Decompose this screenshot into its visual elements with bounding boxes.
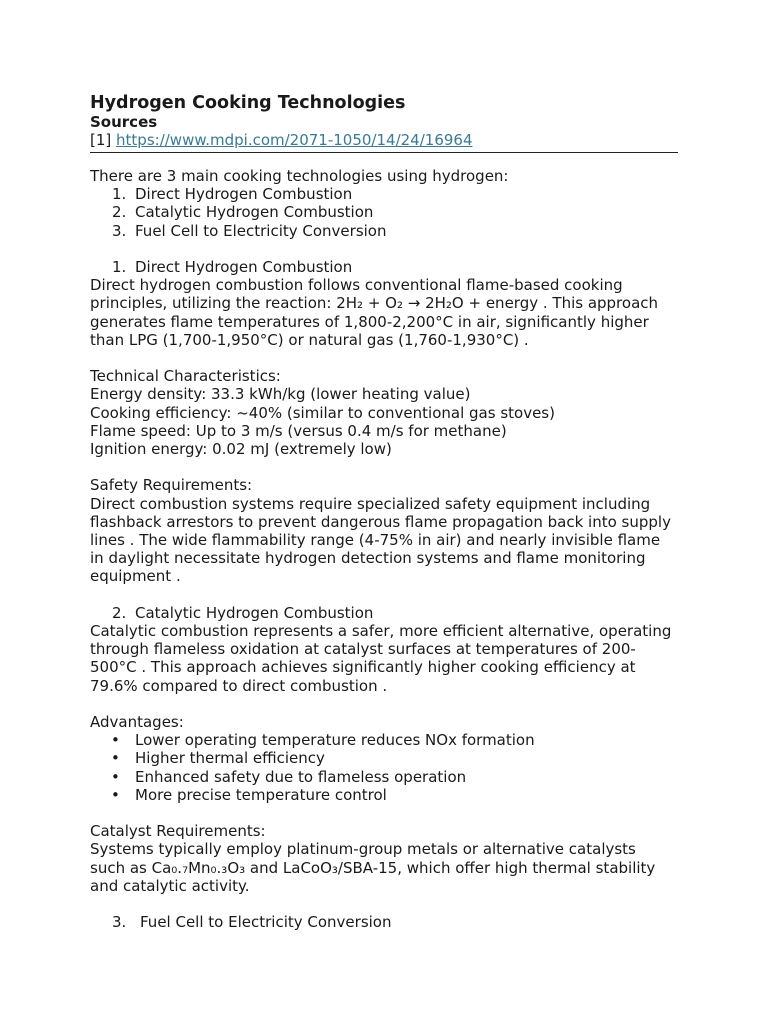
section-paragraph [90, 622, 680, 695]
list-item-label: Enhanced safety due to flameless operation [135, 767, 467, 786]
text-line: than LPG (1,700-1,950°C) or natural gas (1,760-1,930°C) . [90, 330, 529, 349]
text-line: 79.6% compared to direct combustion . [90, 676, 388, 695]
catalyst-paragraph [90, 840, 680, 895]
bullet-icon: • [111, 749, 120, 768]
section-heading-fuel-cell [90, 913, 680, 931]
source-entry [90, 131, 680, 149]
advantages-list [90, 731, 680, 804]
text-line: generates flame temperatures of 1,800-2,200°C in air, significantly higher [90, 312, 649, 331]
list-item [90, 768, 680, 786]
list-item-label: Catalytic Hydrogen Combustion [135, 203, 374, 222]
text-line: in daylight necessitate hydrogen detection systems and flame monitoring [90, 549, 646, 568]
section-heading-direct-combustion [90, 258, 680, 276]
bullet-icon: • [111, 767, 120, 786]
section-heading-label: Fuel Cell to Electricity Conversion [140, 913, 392, 932]
text-line: Flame speed: Up to 3 m/s (versus 0.4 m/s for methane) [90, 421, 507, 440]
list-item [90, 203, 680, 221]
horizontal-divider [90, 152, 678, 153]
section-heading-label: Catalytic Hydrogen Combustion [135, 603, 374, 622]
list-item-label: Direct Hydrogen Combustion [135, 185, 353, 204]
text-line: Direct combustion systems require specialized safety equipment including [90, 494, 651, 513]
list-number: 1. [112, 185, 127, 204]
text-line: equipment . [90, 567, 181, 586]
text-line: Systems typically employ platinum-group metals or alternative catalysts [90, 840, 636, 859]
text-line: flashback arrestors to prevent dangerous flame propagation back into supply [90, 512, 671, 531]
subheading-advantages: Advantages: [90, 713, 184, 732]
list-item-label: Fuel Cell to Electricity Conversion [135, 221, 387, 240]
subheading-safety-requirements: Safety Requirements: [90, 476, 253, 495]
list-item [90, 786, 680, 804]
document-page [90, 93, 680, 931]
safety-paragraph [90, 495, 680, 586]
intro-text: There are 3 main cooking technologies using hydrogen: [90, 167, 509, 185]
text-line: 500°C . This approach achieves significantly higher cooking efficiency at [90, 658, 636, 677]
section-paragraph [90, 276, 680, 349]
text-line: through flameless oxidation at catalyst surfaces at temperatures of 200- [90, 640, 636, 659]
section-number: 3. [112, 913, 127, 932]
list-item [90, 185, 680, 203]
text-line: Ignition energy: 0.02 mJ (extremely low) [90, 440, 392, 459]
text-line: Cooking efficiency: ~40% (similar to conventional gas stoves) [90, 403, 555, 422]
text-line: principles, utilizing the reaction: 2H₂ + O₂ → 2H₂O + energy . This approach [90, 294, 659, 313]
bullet-icon: • [111, 731, 120, 750]
list-item-label: Higher thermal efficiency [135, 749, 325, 768]
bullet-icon: • [111, 785, 120, 804]
source-link[interactable]: https://www.mdpi.com/2071-1050/14/24/16964 [116, 131, 473, 149]
list-number: 2. [112, 203, 127, 222]
document-title: Hydrogen Cooking Technologies [90, 93, 406, 113]
text-line: Direct hydrogen combustion follows conventional flame-based cooking [90, 276, 623, 295]
text-line: Energy density: 33.3 kWh/kg (lower heating value) [90, 385, 471, 404]
text-line: and catalytic activity. [90, 876, 250, 895]
text-line: such as Ca₀.₇Mn₀.₃O₃ and LaCoO₃/SBA-15, which offer high thermal stability [90, 858, 656, 877]
subheading-catalyst-requirements: Catalyst Requirements: [90, 822, 266, 841]
list-item-label: More precise temperature control [135, 785, 387, 804]
list-item-label: Lower operating temperature reduces NOx formation [135, 731, 535, 750]
sources-heading: Sources [90, 113, 158, 131]
section-number: 1. [112, 258, 127, 276]
list-item [90, 749, 680, 767]
text-line: Catalytic combustion represents a safer, more efficient alternative, operating [90, 622, 672, 641]
technology-list [90, 185, 680, 240]
section-heading-catalytic-combustion [90, 604, 680, 622]
section-heading-label: Direct Hydrogen Combustion [135, 258, 353, 276]
text-line: lines . The wide flammability range (4-75% in air) and nearly invisible flame [90, 531, 661, 550]
list-number: 3. [112, 221, 127, 240]
subheading-technical-characteristics: Technical Characteristics: [90, 367, 281, 386]
list-item [90, 731, 680, 749]
list-item [90, 222, 680, 240]
technical-characteristics-list [90, 385, 680, 458]
section-number: 2. [112, 603, 127, 622]
source-ref-number: [1] [90, 131, 112, 149]
